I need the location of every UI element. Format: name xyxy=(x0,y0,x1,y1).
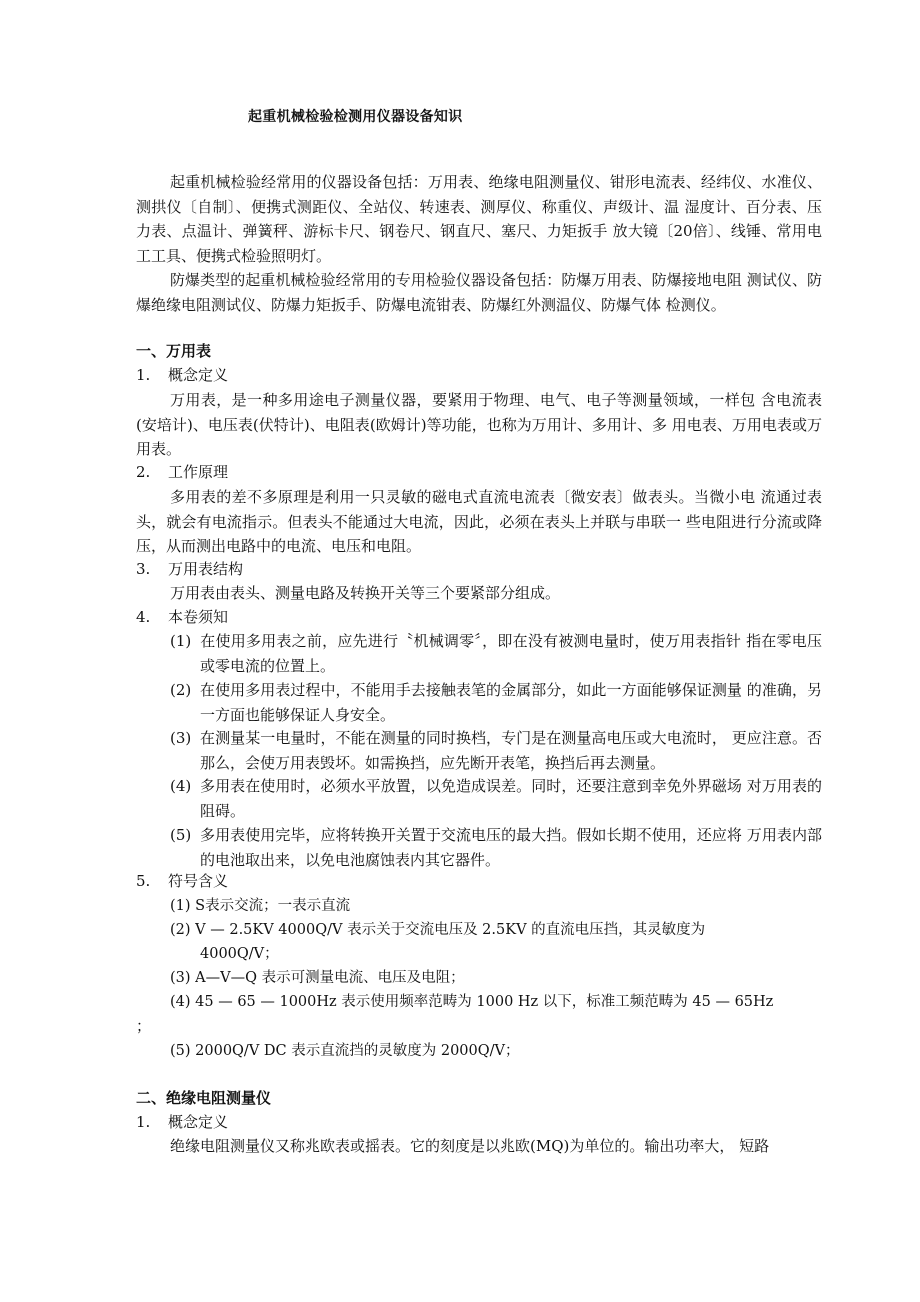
subsection-number: 4. xyxy=(136,608,151,626)
principle-paragraph: 多用表的差不多原理是利用一只灵敏的磁电式直流电流表〔微安表〕做表头。当微小电 流通过表头，就会有电流指示。但表头不能通过大电流，因此，必须在表头上并联与串联一 些电阻进行分流或降压，从而测出电路中的电流、电压和电阻。 xyxy=(136,488,822,555)
item-marker: (4) xyxy=(170,777,192,795)
insulation-definition-paragraph: 绝缘电阻测量仪又称兆欧表或摇表。它的刻度是以兆欧(MQ)为单位的。输出功率大， 短路 xyxy=(170,1137,770,1155)
structure-paragraph: 万用表由表头、测量电路及转换开关等三个要紧部分组成。 xyxy=(170,584,561,602)
symbol-line xyxy=(170,918,705,966)
symbol-line-text: (2) V — 2.5KV 4000Q/V 表示关于交流电压及 2.5KV 的直流电压挡，其灵敏度为 xyxy=(170,922,706,938)
notice-item xyxy=(170,774,822,823)
subsection-number: 1. xyxy=(136,366,151,384)
item-text: 多用表在使用时，必须水平放置，以免造成误差。同时，还要注意到幸免外界磁场 对万用表的阻碍。 xyxy=(200,777,822,820)
item-text: 在使用多用表过程中，不能用手去接触表笔的金属部分，如此一方面能够保证测量 的准确，另一方面也能够保证人身安全。 xyxy=(200,681,822,724)
item-text: 多用表使用完毕，应将转换开关置于交流电压的最大挡。假如长期不使用，还应将 万用表内部的电池取出来，以免电池腐蚀表内其它器件。 xyxy=(200,826,822,869)
subsection-label: 概念定义 xyxy=(168,1113,229,1131)
item-text: 在使用多用表之前，应先进行〝机械调零〞，即在没有被测电量时，使万用表指针 指在零电压或零电流的位置上。 xyxy=(200,632,822,675)
subsection-heading xyxy=(136,1111,228,1133)
subsection-heading xyxy=(136,606,228,628)
subsection-heading xyxy=(136,558,243,580)
subsection-number: 1. xyxy=(136,1113,151,1131)
notice-item xyxy=(170,678,822,727)
item-marker: (5) xyxy=(170,826,192,844)
subsection-label: 概念定义 xyxy=(168,366,229,384)
subsection-number: 2. xyxy=(136,463,151,481)
symbol-line: (4) 45 — 65 — 1000Hz 表示使用频率范畴为 1000 Hz 以下，标准工频范畴为 45 — 65Hz xyxy=(170,994,774,1010)
intro-paragraph-2: 防爆类型的起重机械检验经常用的专用检验仪器设备包括：防爆万用表、防爆接地电阻 测试仪、防爆绝缘电阻测试仪、防爆力矩扳手、防爆电流钳表、防爆红外测温仪、防爆气体 检测仪。 xyxy=(136,271,822,314)
subsection-label: 符号含义 xyxy=(168,872,229,890)
item-marker: (3) xyxy=(170,729,192,747)
section-heading-insulation-tester: 二、绝缘电阻测量仪 xyxy=(136,1089,272,1107)
subsection-heading xyxy=(136,364,228,386)
section-heading-multimeter: 一、万用表 xyxy=(136,342,212,360)
symbol-line: (1) S表示交流；一表示直流 xyxy=(170,898,351,914)
document-title: 起重机械检验检测用仪器设备知识 xyxy=(248,109,463,125)
item-text: 在测量某一电量时，不能在测量的同时换档，专门是在测量高电压或大电流时， 更应注意。否那么，会使万用表毁坏。如需换挡，应先断开表笔，换挡后再去测量。 xyxy=(200,729,822,772)
definition-paragraph: 万用表，是一种多用途电子测量仪器，要紧用于物理、电气、电子等测量领域，一样包 含电流表(安培计)、电压表(伏特计)、电阻表(欧姆计)等功能，也称为万用计、多用计、多 用电表、万用电表或万用表。 xyxy=(136,391,822,458)
notice-item xyxy=(170,726,822,775)
item-marker: (2) xyxy=(170,681,192,699)
subsection-label: 本卷须知 xyxy=(168,608,229,626)
symbol-line-continuation: 4000Q/V； xyxy=(200,946,279,962)
notice-item xyxy=(170,629,822,678)
subsection-label: 万用表结构 xyxy=(168,560,244,578)
subsection-label: 工作原理 xyxy=(168,463,229,481)
wrapped-semicolon: ； xyxy=(136,1017,152,1035)
subsection-number: 5. xyxy=(136,872,151,890)
notice-item xyxy=(170,823,822,872)
symbol-line: (5) 2000Q/V DC 表示直流挡的灵敏度为 2000Q/V； xyxy=(170,1043,520,1059)
subsection-heading xyxy=(136,870,228,892)
symbol-line: (3) A—V—Q 表示可测量电流、电压及电阻； xyxy=(170,970,465,986)
item-marker: (1) xyxy=(170,632,192,650)
subsection-heading xyxy=(136,461,228,483)
subsection-number: 3. xyxy=(136,560,151,578)
intro-paragraph-1: 起重机械检验经常用的仪器设备包括：万用表、绝缘电阻测量仪、钳形电流表、经纬仪、水准仪、测拱仪〔自制〕、便携式测距仪、全站仪、转速表、测厚仪、称重仪、声级计、温 湿度计、百分表、压力表、点温计、弹簧秤、游标卡尺、钢卷尺、钢直尺、塞尺、力矩扳手 放大镜〔20倍〕、线锤、常用电工工具、便携式检验照明灯。 xyxy=(136,173,822,265)
